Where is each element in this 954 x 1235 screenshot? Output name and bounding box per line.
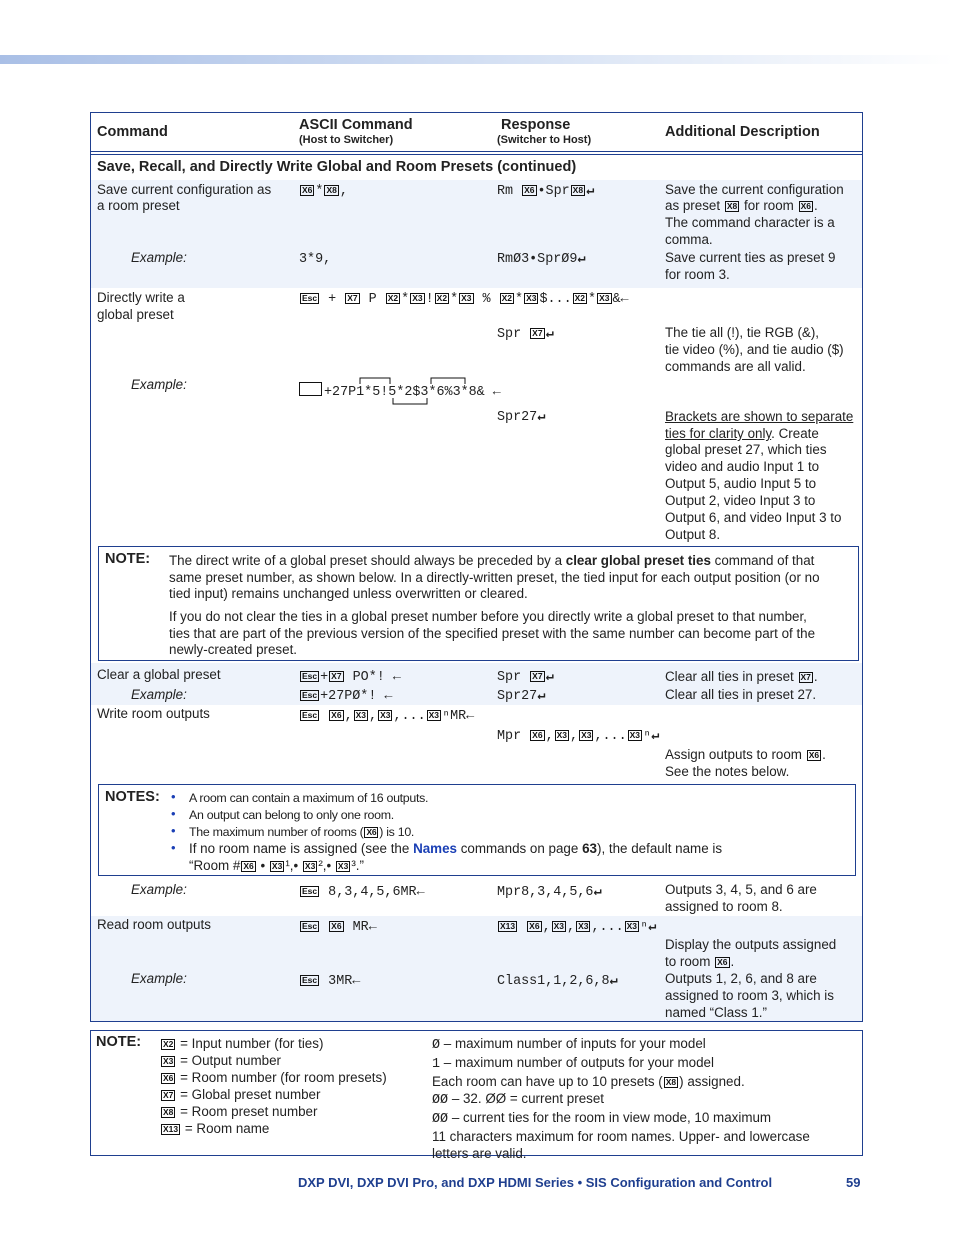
header-response-sub: (Switcher to Host) <box>497 134 592 146</box>
cmd-save-room-1: Save current configuration as <box>97 182 272 197</box>
header-ascii-sub: (Host to Switcher) <box>299 134 394 146</box>
section-title: Save, Recall, and Directly Write Global and Room Presets (continued) <box>97 159 577 175</box>
footer-title: DXP DVI, DXP DVI Pro, and DXP HDMI Series • SIS Configuration and Control <box>298 1175 773 1190</box>
top-accent-bar <box>0 55 954 64</box>
resp-save-room: Rm X6 •Spr X8 ↵ <box>497 184 595 199</box>
header-description: Additional Description <box>665 124 820 140</box>
esc-key-box <box>299 382 322 396</box>
tie-brackets <box>355 376 495 406</box>
page-number: 59 <box>846 1175 861 1190</box>
header-ascii: ASCII Command <box>299 117 413 133</box>
header-response: Response <box>501 117 571 133</box>
header-command: Command <box>97 124 168 140</box>
legend-left: X2 = Input number (for ties) X3 = Output number X6 = Room number (for room presets) X7 = Global preset number X8 = Room preset number X13 = Room name <box>163 1036 387 1136</box>
ascii-save-room: X6 * X8 , <box>302 184 348 199</box>
names-link[interactable]: Names <box>413 841 457 856</box>
cmd-save-room-2: a room preset <box>97 198 180 213</box>
legend-right: Ø – maximum number of inputs for your model 1 – maximum number of outputs for your model Each room can have up to 10 presets ( X8 ) assigned. ØØ – 32. ØØ = current preset ØØ – current ties for the room in view mode, 10 maximum 11 characters maximum for room names. Upper- and lowercase letters are valid. <box>432 1036 810 1161</box>
ascii-direct-write: Esc + X7 P X2 * X3 ! X2 * X3 % X2 * X3 $... X2 * X3 &← <box>302 292 629 307</box>
example-label: Example: <box>131 250 187 265</box>
